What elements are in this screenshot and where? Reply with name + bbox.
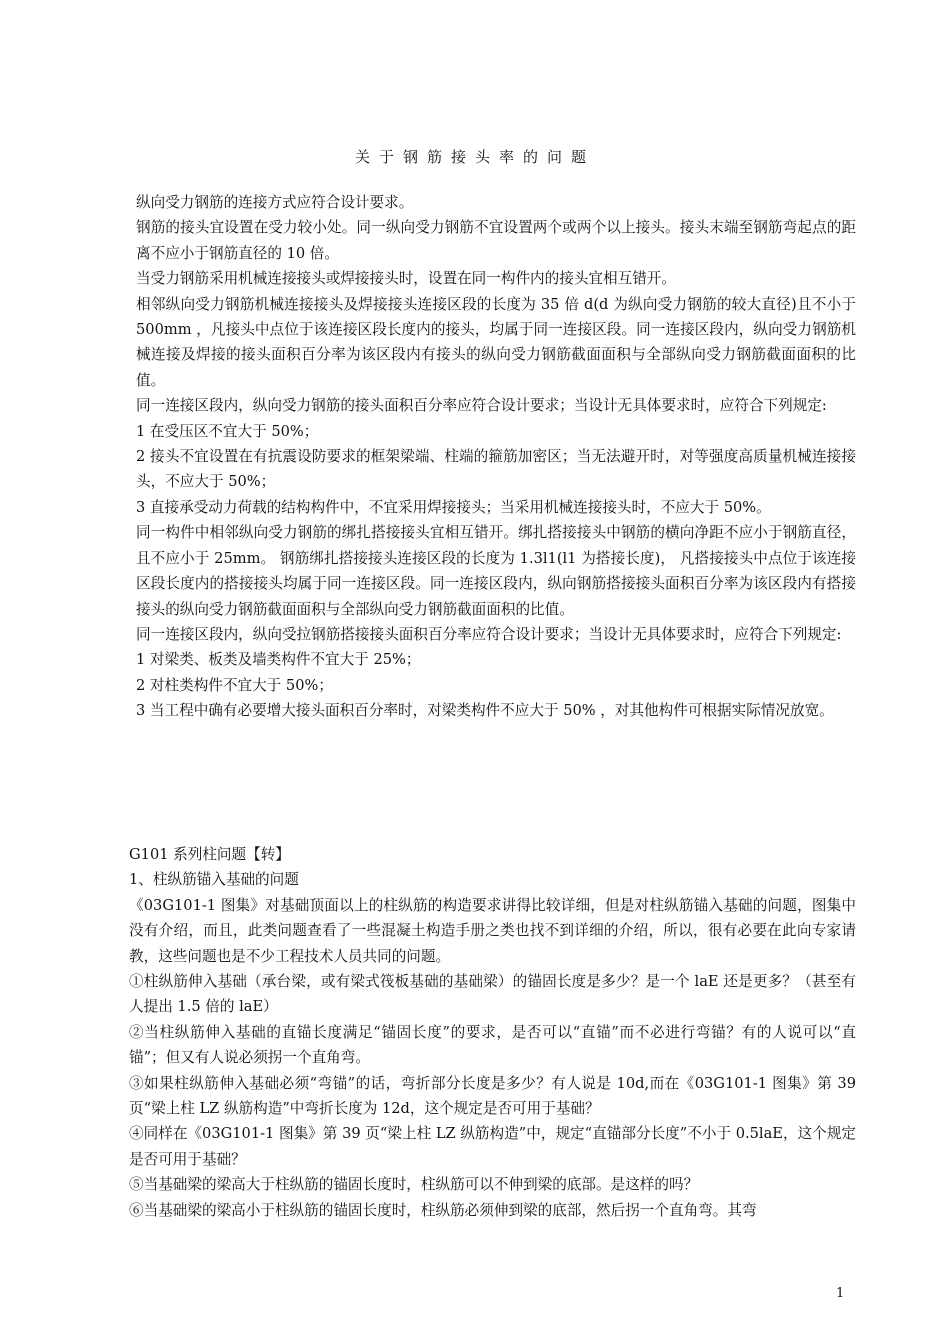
question-item: ⑥当基础梁的梁高小于柱纵筋的锚固长度时，柱纵筋必须伸到梁的底部，然后拐一个直角弯。其弯 <box>129 1201 757 1219</box>
list-item: 3 直接承受动力荷载的结构构件中，不宜采用焊接接头；当采用机械连接接头时，不应大于 50%。 <box>136 498 771 516</box>
page-number: 1 <box>836 1286 845 1301</box>
paragraph: 同一连接区段内，纵向受拉钢筋搭接接头面积百分率应符合设计要求；当设计无具体要求时，应符合下列规定: <box>136 625 842 643</box>
question-item: ②当柱纵筋伸入基础的直锚长度满足“锚固长度”的要求，是否可以“直锚”而不必进行弯锚？有的人说可以“直锚”；但又有人说必须拐一个直角弯。 <box>129 1023 856 1067</box>
question-item: ③如果柱纵筋伸入基础必须“弯锚”的话，弯折部分长度是多少？有人说是 10d,而在《03G101-1 图集》第 39 页“梁上柱 LZ 纵筋构造”中弯折长度为 12d，这个规定是否可用于基础？ <box>129 1074 856 1118</box>
paragraph: 当受力钢筋采用机械连接接头或焊接接头时，设置在同一构件内的接头宜相互错开。 <box>136 270 676 288</box>
list-item: 2 接头不宜设置在有抗震设防要求的框架梁端、柱端的箍筋加密区；当无法避开时，对等强度高质量机械连接接头，不应大于 50%； <box>136 448 856 491</box>
paragraph: 同一连接区段内，纵向受力钢筋的接头面积百分率应符合设计要求；当设计无具体要求时，应符合下列规定: <box>136 397 827 415</box>
list-item: 2 对柱类构件不宜大于 50%； <box>136 676 333 694</box>
list-item: 1 对梁类、板类及墙类构件不宜大于 25%； <box>136 651 421 669</box>
section-g101-column-questions <box>129 842 856 1223</box>
paragraph: 相邻纵向受力钢筋机械连接接头及焊接接头连接区段的长度为 35 倍 d(d 为纵向受力钢筋的较大直径)且不小于 500mm ，凡接头中点位于该连接区段长度内的接头，均属于同一连接区段。同一连接区段内，纵向受力钢筋机械连接及焊接的接头面积百分率为该区段内有接头的纵向受力钢筋截面面积与全部纵向受力钢筋截面面积的比值。 <box>136 295 856 389</box>
question-item: ①柱纵筋伸入基础（承台梁，或有梁式筏板基础的基础梁）的锚固长度是多少？是一个 laE 还是更多？（甚至有人提出 1.5 倍的 laE） <box>129 973 856 1016</box>
section-rebar-joint-rules <box>136 190 856 724</box>
subsection-heading: 1、柱纵筋锚入基础的问题 <box>129 871 299 889</box>
paragraph: 纵向受力钢筋的连接方式应符合设计要求。 <box>136 194 414 211</box>
paragraph: 同一构件中相邻纵向受力钢筋的绑扎搭接接头宜相互错开。绑扎搭接接头中钢筋的横向净距不应小于钢筋直径，且不应小于 25mm。 钢筋绑扎搭接接头连接区段的长度为 1.3l1(l1 为搭接长度)， 凡搭接接头中点位于该连接区段长度内的搭接接头均属于同一连接区段。同一连接区段内，纵向钢筋搭接接头面积百分率为该区段内有搭接接头的纵向受力钢筋截面面积与全部纵向受力钢筋截面面积的比值。 <box>136 524 856 618</box>
paragraph: 钢筋的接头宜设置在受力较小处。同一纵向受力钢筋不宜设置两个或两个以上接头。接头末端至钢筋弯起点的距离不应小于钢筋直径的 10 倍。 <box>136 219 856 262</box>
list-item: 1 在受压区不宜大于 50%； <box>136 422 319 440</box>
paragraph: 《03G101-1 图集》对基础顶面以上的柱纵筋的构造要求讲得比较详细，但是对柱纵筋锚入基础的问题，图集中没有介绍，而且，此类问题查看了一些混凝土构造手册之类也找不到详细的介绍，所以，很有必要在此向专家请教，这些问题也是不少工程技术人员共同的问题。 <box>129 896 856 965</box>
question-item: ④同样在《03G101-1 图集》第 39 页“梁上柱 LZ 纵筋构造”中，规定“直锚部分长度”不小于 0.5laE，这个规定是否可用于基础？ <box>129 1125 856 1168</box>
page-title: 关于钢筋接头率的问题 <box>354 148 595 166</box>
list-item: 3 当工程中确有必要增大接头面积百分率时，对梁类构件不应大于 50% ，对其他构件可根据实际情况放宽。 <box>136 702 834 720</box>
question-item: ⑤当基础梁的梁高大于柱纵筋的锚固长度时，柱纵筋可以不伸到梁的底部。是这样的吗？ <box>129 1176 699 1194</box>
section-heading: G101 系列柱问题【转】 <box>129 846 290 863</box>
